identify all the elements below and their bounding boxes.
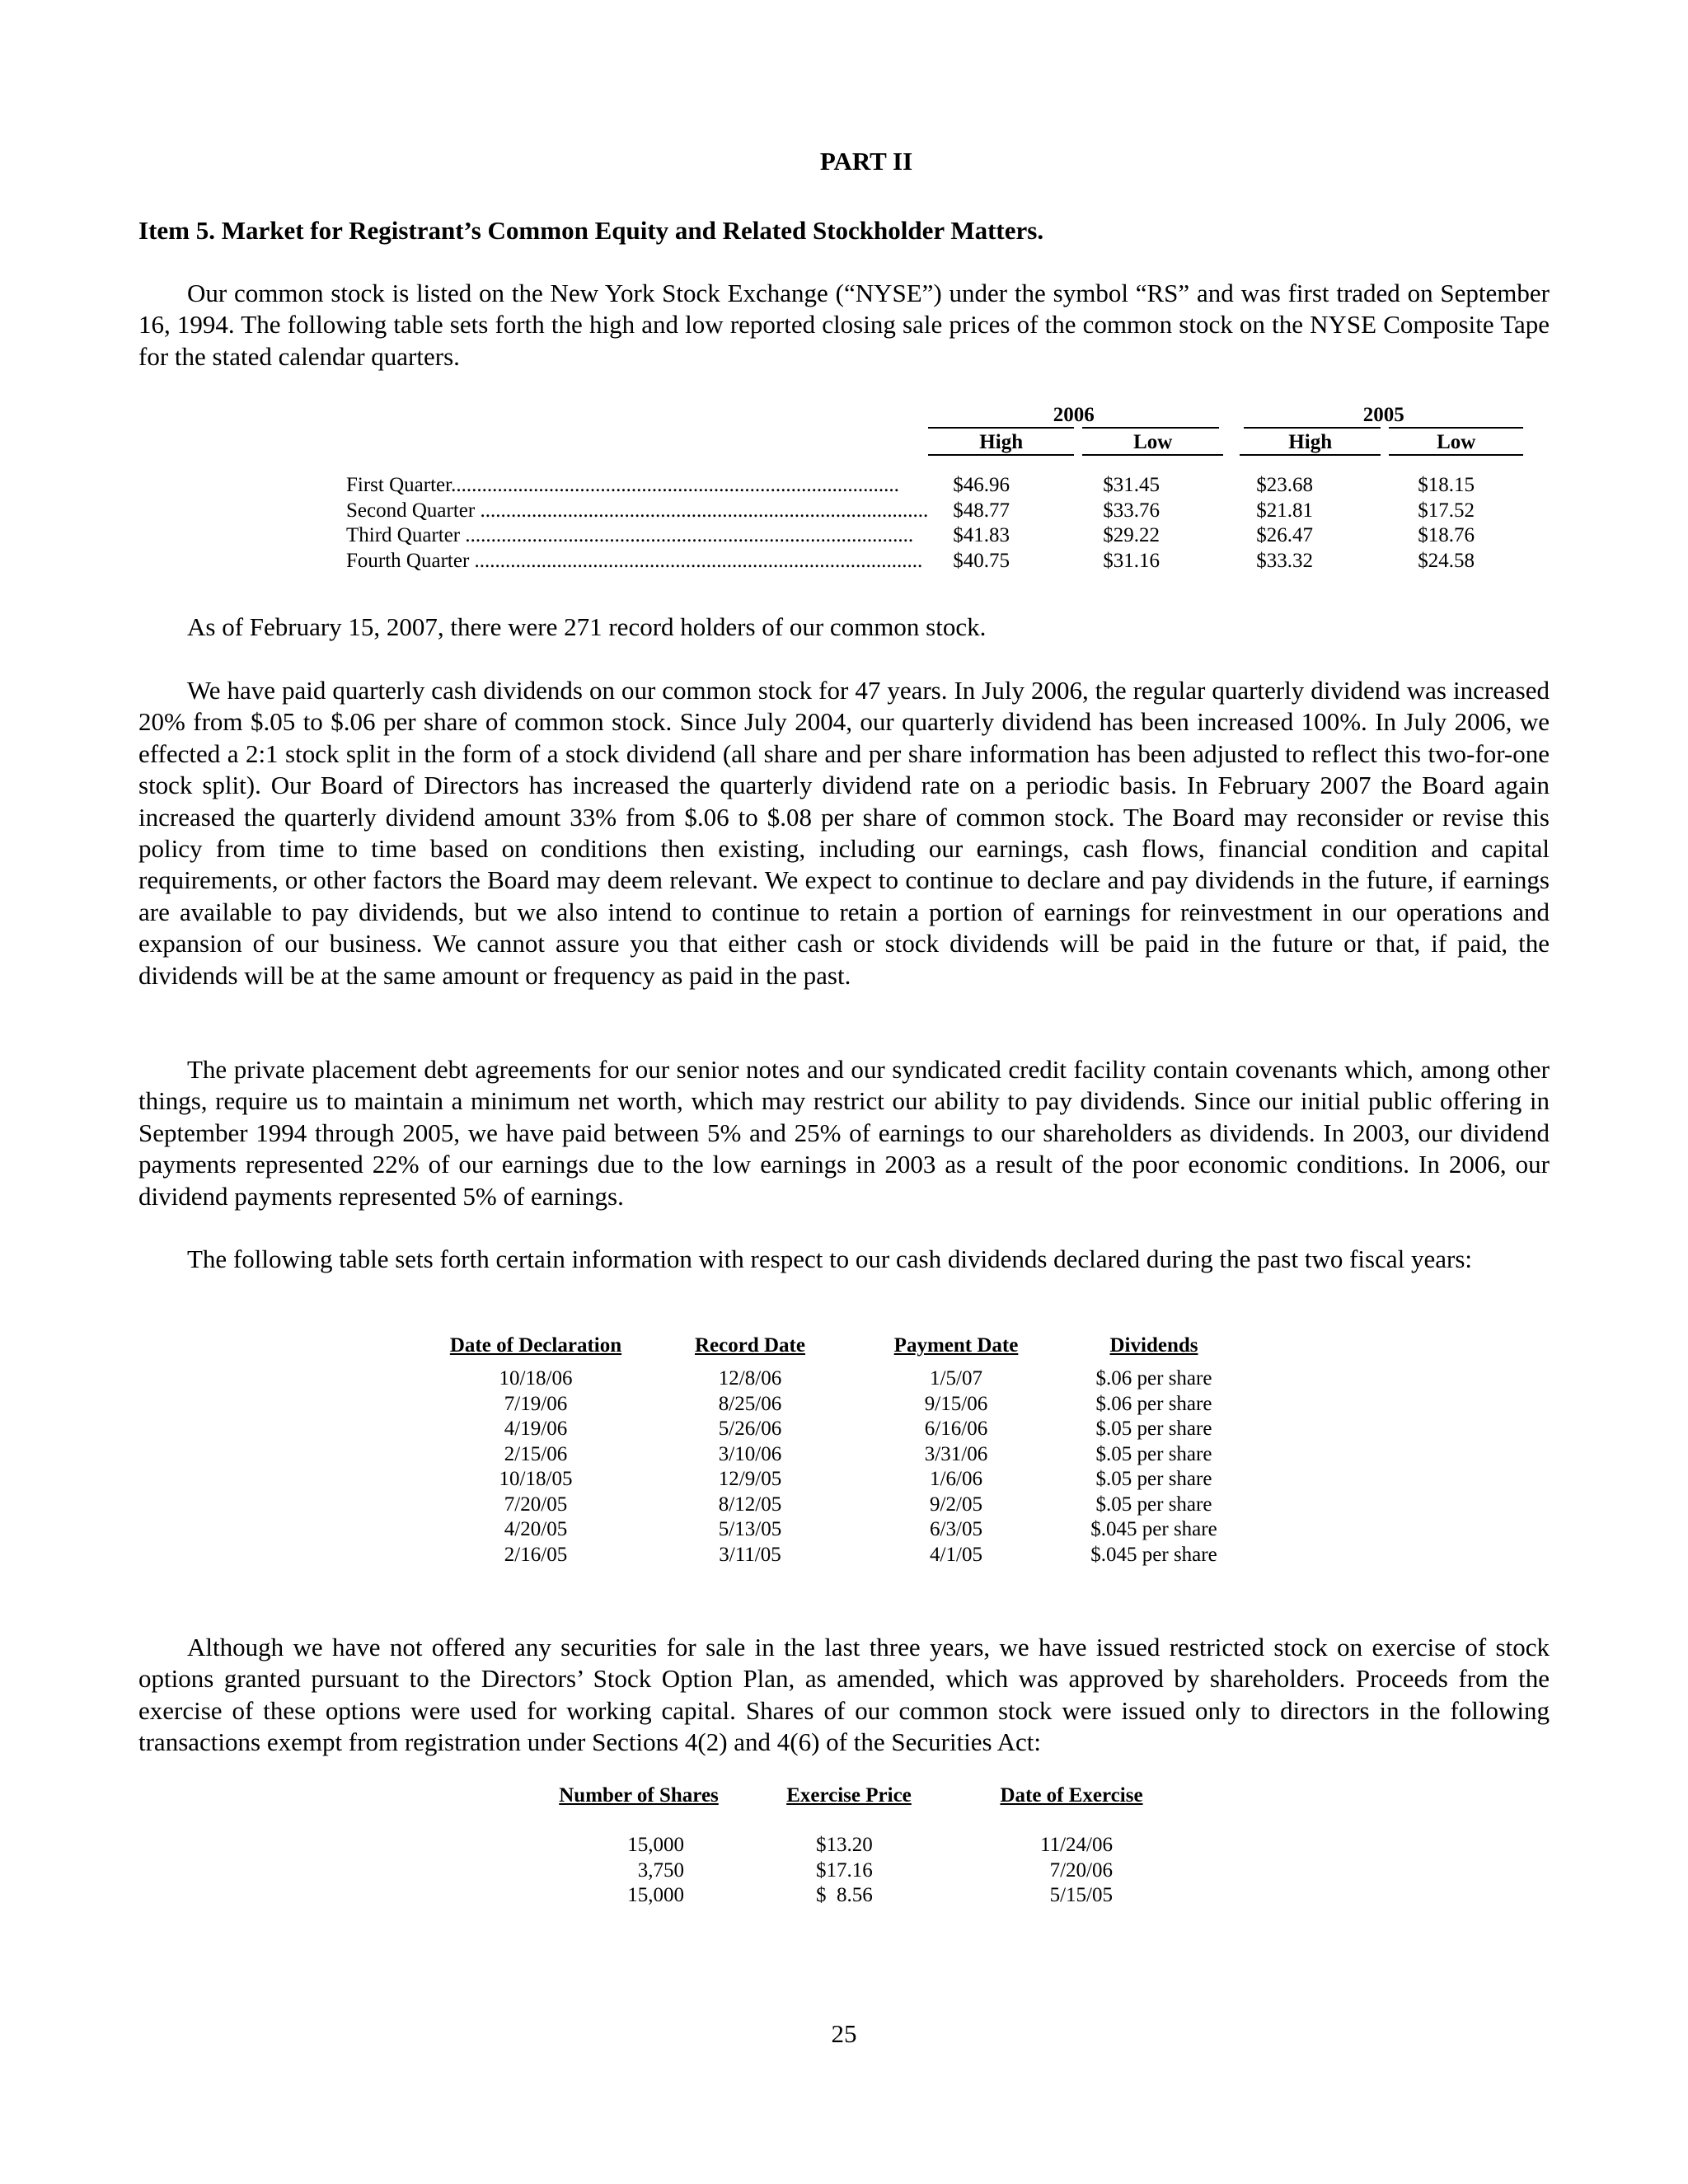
cell: 4/20/05 (504, 1518, 568, 1541)
cell: $13.20 (816, 1834, 873, 1857)
cell: 3/31/06 (924, 1442, 988, 1465)
cell: 5/15/05 (1049, 1884, 1113, 1907)
cell: $.045 per share (1090, 1518, 1217, 1541)
dividend-row (429, 1366, 1253, 1392)
quarter-label: Second Quarter ....................................................................................... (346, 499, 929, 522)
price-cell: $48.77 (953, 499, 1010, 522)
cell: 8/25/06 (718, 1392, 782, 1415)
header-date-of-exercise: Date of Exercise (1000, 1784, 1143, 1807)
dividend-row (429, 1543, 1253, 1568)
cell: 7/20/06 (1049, 1858, 1113, 1882)
subheader-high-2006: High (928, 428, 1078, 455)
cell: 4/1/05 (930, 1543, 982, 1566)
price-cell: $31.16 (1103, 549, 1160, 572)
price-cell: $17.52 (1418, 499, 1475, 522)
cell: 15,000 (627, 1834, 684, 1857)
price-cell: $29.22 (1103, 524, 1160, 546)
quarter-label: Fourth Quarter ....................................................................................... (346, 549, 923, 572)
dividend-table (429, 1333, 1253, 1568)
cell: 7/19/06 (504, 1392, 568, 1415)
cell: 12/9/05 (718, 1468, 782, 1491)
price-cell: $26.47 (1256, 524, 1313, 546)
options-table-header-row (528, 1783, 1195, 1833)
header-exercise-price: Exercise Price (786, 1784, 912, 1807)
price-cell: $33.76 (1103, 499, 1160, 522)
cell: 10/18/05 (499, 1468, 573, 1491)
dividend-row (429, 1442, 1253, 1468)
cell: 7/20/05 (504, 1493, 568, 1516)
cell: $.045 per share (1090, 1543, 1217, 1566)
cell: $.06 per share (1095, 1392, 1212, 1415)
cell: $.05 per share (1095, 1418, 1212, 1441)
cell: 2/15/06 (504, 1442, 568, 1465)
cell: 4/19/06 (504, 1418, 568, 1441)
cell: 8/12/05 (718, 1493, 782, 1516)
cell: 3/11/05 (719, 1543, 781, 1566)
dividend-row (429, 1517, 1253, 1543)
cell: 1/5/07 (930, 1367, 982, 1390)
cell: 10/18/06 (499, 1367, 573, 1390)
paragraph-debt-covenants: The private placement debt agreements for our senior notes and our syndicated credit facility contain covenants which, among other things, require us to maintain a minimum net worth, which may restrict our ability to pay dividends. Since our initial public offering in September 1994 through 2005, we have paid between 5% and 25% of earnings to our shareholders as dividends. In 2003, our dividend payments represented 22% of our earnings due to the low earnings in 2003 as a result of the poor economic conditions. In 2006, our dividend payments represented 5% of earnings. (138, 1055, 1550, 1211)
price-row (346, 472, 1523, 498)
price-row (346, 497, 1523, 523)
cell: $ 8.56 (816, 1884, 873, 1907)
options-table (528, 1783, 1195, 1909)
year-header-2005: 2005 (1231, 402, 1523, 428)
cell: 6/3/05 (930, 1518, 982, 1541)
subheader-low-2005: Low (1385, 428, 1523, 455)
cell: 3/10/06 (718, 1442, 782, 1465)
header-payment-date: Payment Date (893, 1334, 1019, 1357)
cell: 11/24/06 (1040, 1834, 1113, 1857)
cell: 3,750 (637, 1858, 684, 1882)
paragraph-dividend-table-intro: The following table sets forth certain information with respect to our cash dividends declared during the past two fiscal years: (187, 1244, 1473, 1273)
cell: 6/16/06 (924, 1418, 988, 1441)
price-cell: $21.81 (1256, 499, 1313, 522)
paragraph-stock-options: Although we have not offered any securities for sale in the last three years, we have issued restricted stock on exercise of stock options granted pursuant to the Directors’ Stock Option Plan, as amended, which was approved by shareholders. Proceeds from the exercise of these options were used for working capital. Shares of our common stock were issued only to directors in the following transactions exempt from registration under Sections 4(2) and 4(6) of the Securities Act: (138, 1633, 1550, 1757)
option-row (528, 1833, 1195, 1858)
quarter-label: First Quarter....................................................................................... (346, 474, 899, 496)
price-cell: $41.83 (953, 524, 1010, 546)
price-cell: $33.32 (1256, 549, 1313, 572)
price-cell: $18.15 (1418, 474, 1475, 496)
price-table-year-row (346, 402, 1523, 428)
option-row (528, 1858, 1195, 1884)
cell: $.05 per share (1095, 1468, 1212, 1491)
cell: $.05 per share (1095, 1493, 1212, 1516)
quarter-label: Third Quarter ....................................................................................... (346, 524, 914, 546)
part-heading: PART II (819, 147, 913, 176)
item-heading: Item 5. Market for Registrant’s Common Equity and Related Stockholder Matters. (138, 216, 1044, 245)
subheader-low-2006: Low (1078, 428, 1231, 455)
cell: $.06 per share (1095, 1367, 1212, 1390)
dividend-row (429, 1493, 1253, 1518)
option-row (528, 1883, 1195, 1909)
paragraph-dividend-history: We have paid quarterly cash dividends on our common stock for 47 years. In July 2006, the regular quarterly dividend was increased 20% from $.05 to $.06 per share of common stock. Since July 2004, our quarterly dividend has been increased 100%. In July 2006, we effected a 2:1 stock split in the form of a stock dividend (all share and per share information has been adjusted to reflect this two-for-one stock split). Our Board of Directors has increased the quarterly dividend rate on a periodic basis. In February 2007 the Board again increased the quarterly dividend amount 33% from $.06 to $.08 per share of common stock. The Board may reconsider or revise this policy from time to time based on conditions then existing, including our earnings, cash flows, financial condition and capital requirements, or other factors the Board may deem relevant. We expect to continue to declare and pay dividends in the future, if earnings are available to pay dividends, but we also intend to continue to retain a portion of earnings for reinvestment in our operations and expansion of our business. We cannot assure you that either cash or stock dividends will be paid in the future or that, if paid, the dividends will be at the same amount or frequency as paid in the past. (138, 676, 1550, 990)
cell: 5/13/05 (718, 1518, 782, 1541)
dividend-row (429, 1417, 1253, 1442)
price-cell: $18.76 (1418, 524, 1475, 546)
cell: 15,000 (627, 1884, 684, 1907)
cell: $.05 per share (1095, 1442, 1212, 1465)
paragraph-stock-listing: Our common stock is listed on the New York Stock Exchange (“NYSE”) under the symbol “RS” and was first traded on September 16, 1994. The following table sets forth the high and low reported closing sale prices of the common stock on the NYSE Composite Tape for the stated calendar quarters. (138, 279, 1550, 371)
cell: 9/2/05 (930, 1493, 982, 1516)
page-number: 25 (831, 2019, 857, 2048)
header-record-date: Record Date (695, 1334, 805, 1357)
cell: 9/15/06 (924, 1392, 988, 1415)
price-cell: $31.45 (1103, 474, 1160, 496)
dividend-row (429, 1467, 1253, 1493)
header-number-of-shares: Number of Shares (559, 1784, 719, 1807)
cell: 12/8/06 (718, 1367, 782, 1390)
paragraph-record-holders: As of February 15, 2007, there were 271 record holders of our common stock. (187, 612, 987, 641)
price-cell: $46.96 (953, 474, 1010, 496)
year-header-2006: 2006 (928, 402, 1231, 428)
price-row (346, 523, 1523, 548)
cell: $17.16 (816, 1858, 873, 1882)
price-table (346, 402, 1523, 573)
cell: 1/6/06 (930, 1468, 982, 1491)
dividend-row (429, 1392, 1253, 1418)
dividend-table-header-row (429, 1333, 1253, 1366)
subheader-high-2005: High (1231, 428, 1385, 455)
price-cell: $23.68 (1256, 474, 1313, 496)
header-date-of-declaration: Date of Declaration (449, 1334, 622, 1357)
price-row (346, 547, 1523, 573)
price-table-subheader-row (346, 428, 1523, 455)
cell: 2/16/05 (504, 1543, 568, 1566)
cell: 5/26/06 (718, 1418, 782, 1441)
header-dividends: Dividends (1109, 1334, 1198, 1357)
price-cell: $24.58 (1418, 549, 1475, 572)
price-cell: $40.75 (953, 549, 1010, 572)
